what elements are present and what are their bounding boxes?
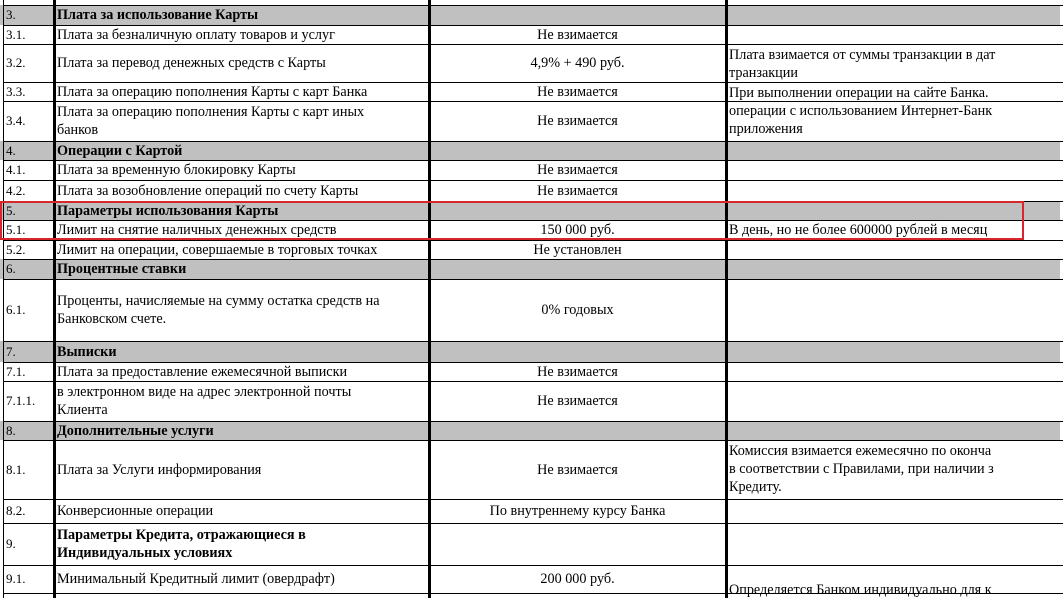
row-number-text: 3.4.	[6, 113, 26, 128]
row-description-text: Выписки	[57, 343, 117, 360]
row-description-text: Плата за безналичную оплату товаров и услуг	[57, 26, 335, 43]
row-value-text: Не взимается	[537, 393, 618, 409]
row-number-text: 9.	[6, 536, 16, 551]
row-note	[726, 341, 1060, 362]
row-number-text: 5.2.	[6, 241, 26, 257]
row-divider	[3, 141, 1063, 142]
row-number-text: 6.1.	[6, 302, 26, 317]
row-description-text: Проценты, начисляемые на сумму остатка средств на Банковском счете.	[57, 293, 380, 327]
row-value	[429, 5, 726, 25]
row-number	[3, 240, 54, 259]
row-value-text: По внутреннему курсу Банка	[489, 503, 666, 519]
row-value	[429, 421, 726, 440]
row-description-text: Плата за временную блокировку Карты	[57, 162, 296, 178]
section-header-row	[0, 259, 1060, 279]
row-number-text: 8.1.	[6, 461, 26, 477]
row-value	[429, 141, 726, 160]
row-note-text: Определяется Банком индивидуально для к	[729, 582, 992, 598]
row-number	[3, 565, 54, 593]
row-description	[54, 440, 429, 499]
row-description	[54, 25, 429, 44]
row-value	[429, 362, 726, 381]
row-description-text: Параметры использования Карты	[57, 202, 279, 219]
row-value-text: Не взимается	[537, 83, 618, 100]
row-divider	[3, 362, 1063, 363]
row-description	[54, 5, 429, 25]
row-number	[3, 101, 54, 141]
row-value	[429, 440, 726, 499]
row-description	[54, 101, 429, 141]
table-row	[0, 101, 1060, 141]
section-header-row	[0, 341, 1060, 362]
row-divider	[3, 565, 1063, 566]
column-divider	[53, 0, 56, 598]
row-description-text: Минимальный Кредитный лимит (овердрафт)	[57, 571, 335, 587]
row-description-text: Плата за возобновление операций по счету Карты	[57, 182, 359, 199]
row-description	[54, 279, 429, 341]
row-description	[54, 259, 429, 279]
row-description-text: Плата за Услуги информирования	[57, 461, 262, 478]
row-divider	[3, 421, 1063, 422]
row-note	[726, 362, 1060, 381]
row-number	[3, 279, 54, 341]
row-value-text: Не взимается	[537, 182, 618, 199]
row-value	[429, 565, 726, 593]
row-value-text: Не взимается	[537, 113, 618, 129]
table-row	[0, 523, 1060, 565]
row-description-text: в электронном виде на адрес электронной почты Клиента	[57, 384, 352, 418]
row-value	[429, 523, 726, 565]
table-row	[0, 160, 1060, 180]
row-description	[54, 141, 429, 160]
row-divider	[3, 341, 1063, 342]
row-description	[54, 44, 429, 82]
row-number	[3, 180, 54, 201]
row-divider	[3, 523, 1063, 524]
row-value	[429, 381, 726, 421]
row-description	[54, 421, 429, 440]
row-value-text: 150 000 руб.	[540, 222, 615, 238]
row-description	[54, 160, 429, 180]
row-number-text: 5.1.	[6, 222, 26, 237]
row-divider	[3, 259, 1063, 260]
row-value-text: Не взимается	[537, 26, 618, 43]
table-row	[0, 279, 1060, 341]
row-description	[54, 82, 429, 101]
row-description-text: Плата за предоставление ежемесячной выписки	[57, 363, 348, 380]
row-value-text: Не установлен	[533, 241, 622, 258]
row-value-text: 200 000 руб.	[540, 571, 615, 587]
row-note	[726, 44, 1060, 82]
row-description	[54, 381, 429, 421]
row-note-text: При выполнении операции на сайте Банка. операции с использованием Интернет-Банк приложения	[729, 85, 993, 137]
row-number	[3, 25, 54, 44]
row-description	[54, 180, 429, 201]
row-description	[54, 240, 429, 259]
row-value-text: Не взимается	[537, 363, 618, 380]
row-value	[429, 101, 726, 141]
row-note	[726, 279, 1060, 341]
row-number-text: 3.2.	[6, 55, 26, 70]
row-description-text: Параметры Кредита, отражающиеся в Индивидуальных условиях	[57, 527, 306, 561]
table-row	[0, 25, 1060, 44]
row-number-text: 6.	[6, 261, 16, 276]
row-description-text: Операции с Картой	[57, 142, 183, 159]
row-number-text: 3.	[6, 7, 16, 22]
column-divider	[428, 0, 431, 598]
row-number-text: 3.3.	[6, 83, 26, 99]
section-header-row	[0, 5, 1060, 25]
row-note	[726, 141, 1060, 160]
row-description-text: Плата за операцию пополнения Карты с карт иных банков	[57, 104, 365, 138]
row-value	[429, 499, 726, 523]
row-number	[3, 440, 54, 499]
row-note-text: Плата взимается от суммы транзакции в дат транзакции	[729, 47, 996, 81]
row-number	[3, 44, 54, 82]
row-note	[726, 180, 1060, 201]
row-number	[3, 341, 54, 362]
row-number-text: 4.	[6, 142, 16, 158]
table-row	[0, 440, 1060, 499]
row-divider	[3, 499, 1063, 500]
section-header-row	[0, 421, 1060, 440]
row-divider	[3, 381, 1063, 382]
row-description-text: Лимит на операции, совершаемые в торговых точках	[57, 241, 378, 258]
row-note-text: Комиссия взимается ежемесячно по оконча в соответствии с Правилами, при наличии з Кредиту.	[729, 443, 994, 495]
row-note	[726, 160, 1060, 180]
row-note	[726, 440, 1060, 499]
row-note	[726, 240, 1060, 259]
row-divider	[3, 160, 1063, 161]
row-divider	[3, 593, 1063, 594]
row-value	[429, 25, 726, 44]
row-number	[3, 362, 54, 381]
row-number	[3, 82, 54, 101]
row-number-text: 4.1.	[6, 162, 26, 177]
row-number	[3, 381, 54, 421]
row-divider	[3, 82, 1063, 83]
row-number	[3, 421, 54, 440]
row-number-text: 3.1.	[6, 26, 26, 42]
row-value-text: 4,9% + 490 руб.	[530, 55, 625, 71]
row-divider	[3, 180, 1063, 181]
row-value	[429, 279, 726, 341]
row-description-text: Дополнительные услуги	[57, 422, 214, 439]
column-divider	[3, 0, 4, 598]
row-value	[429, 341, 726, 362]
table-row	[0, 499, 1060, 523]
row-description-text: Плата за операцию пополнения Карты с карт Банка	[57, 83, 368, 100]
row-value	[429, 240, 726, 259]
row-note	[726, 259, 1060, 279]
table-row	[0, 565, 1060, 598]
row-description	[54, 565, 429, 593]
row-value-text: 0% годовых	[541, 302, 614, 318]
row-description-text: Лимит на снятие наличных денежных средств	[57, 222, 337, 238]
row-note	[726, 499, 1060, 523]
row-number-text: 7.1.1.	[6, 393, 36, 408]
row-value	[429, 180, 726, 201]
row-number	[3, 523, 54, 565]
row-number-text: 8.2.	[6, 503, 26, 518]
row-description	[54, 523, 429, 565]
row-divider	[3, 240, 1063, 241]
row-number-text: 7.1.	[6, 363, 26, 379]
row-number	[3, 160, 54, 180]
table-row	[0, 44, 1060, 82]
section-header-row	[0, 141, 1060, 160]
row-value	[429, 82, 726, 101]
row-description-text: Плата за перевод денежных средств с Карты	[57, 55, 326, 71]
row-value	[429, 259, 726, 279]
row-divider	[3, 25, 1063, 26]
row-divider	[3, 44, 1063, 45]
row-divider	[3, 279, 1063, 280]
row-note	[726, 523, 1060, 565]
row-number	[3, 141, 54, 160]
row-number-text: 9.1.	[6, 571, 26, 586]
row-divider	[3, 5, 1063, 6]
row-description	[54, 341, 429, 362]
row-value	[429, 44, 726, 82]
row-description-text: Процентные ставки	[57, 261, 187, 277]
row-divider	[3, 101, 1063, 102]
column-divider	[725, 0, 728, 598]
row-number	[3, 5, 54, 25]
row-number	[3, 499, 54, 523]
row-number-text: 5.	[6, 202, 16, 218]
table-row	[0, 381, 1060, 421]
row-divider	[3, 440, 1063, 441]
row-value	[429, 160, 726, 180]
row-description	[54, 362, 429, 381]
row-value-text: Не взимается	[537, 461, 618, 478]
table-row	[0, 362, 1060, 381]
row-note	[726, 82, 1060, 137]
table-row	[0, 180, 1060, 201]
highlight-box	[0, 201, 1024, 240]
row-description	[54, 499, 429, 523]
row-note-text: В день, но не более 600000 рублей в месяц	[729, 222, 988, 238]
row-number-text: 8.	[6, 422, 16, 438]
row-value-text: Не взимается	[537, 162, 618, 178]
row-note	[726, 565, 1060, 598]
row-description-text: Плата за использование Карты	[57, 7, 259, 23]
row-note	[726, 5, 1060, 25]
row-note	[726, 381, 1060, 421]
row-note	[726, 421, 1060, 440]
row-number	[3, 259, 54, 279]
table-row	[0, 240, 1060, 259]
row-note	[726, 25, 1060, 44]
row-note	[726, 101, 1060, 141]
row-description-text: Конверсионные операции	[57, 503, 214, 519]
row-number-text: 7.	[6, 343, 16, 359]
row-number-text: 4.2.	[6, 182, 26, 198]
